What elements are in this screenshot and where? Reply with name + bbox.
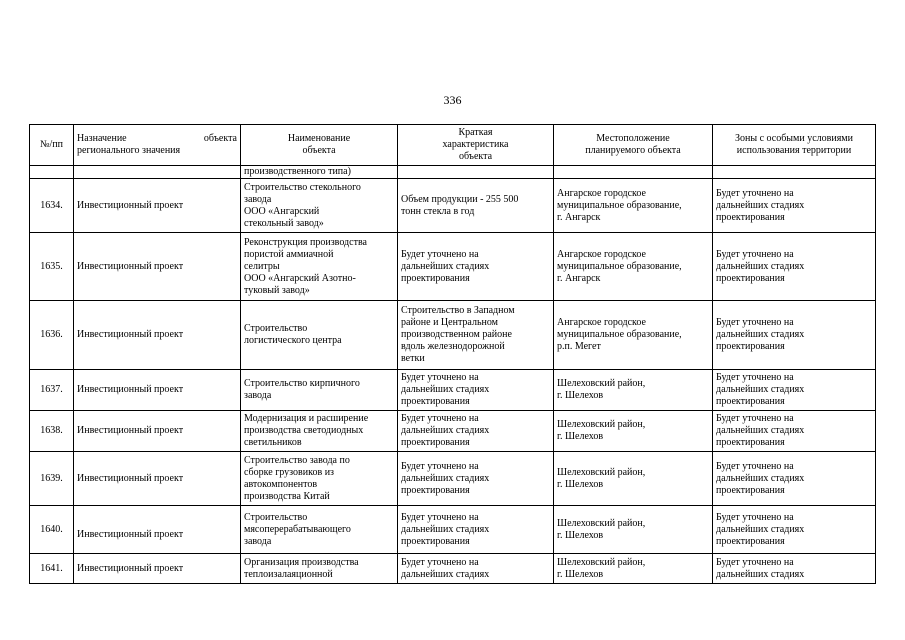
cell-location: Ангарское городское муниципальное образование, г. Ангарск — [554, 179, 713, 233]
cell-zones — [713, 166, 876, 179]
cell-zones: Будет уточнено на дальнейших стадиях проектирования — [713, 452, 876, 506]
cell-name: производственного типа) — [241, 166, 398, 179]
cell-purpose: Инвестиционный проект — [74, 554, 241, 584]
table-row — [30, 411, 876, 452]
cell-location: Шелеховский район, г. Шелехов — [554, 411, 713, 452]
cell-description — [398, 166, 554, 179]
cell-name: Организация производства теплоизалаяционной — [241, 554, 398, 584]
cell-purpose — [74, 166, 241, 179]
table-row — [30, 233, 876, 301]
header-location: Местоположение планируемого объекта — [554, 125, 713, 166]
cell-number: 1636. — [30, 301, 74, 370]
cell-description: Объем продукции - 255 500 тонн стекла в год — [398, 179, 554, 233]
cell-zones: Будет уточнено на дальнейших стадиях проектирования — [713, 301, 876, 370]
cell-location: Ангарское городское муниципальное образование, г. Ангарск — [554, 233, 713, 301]
table-row — [30, 554, 876, 584]
cell-number: 1634. — [30, 179, 74, 233]
cell-location: Шелеховский район, г. Шелехов — [554, 506, 713, 554]
header-description: Краткая характеристика объекта — [398, 125, 554, 166]
table-row — [30, 370, 876, 411]
table-row — [30, 179, 876, 233]
cell-number: 1641. — [30, 554, 74, 584]
cell-purpose: Инвестиционный проект — [74, 452, 241, 506]
cell-purpose: Инвестиционный проект — [74, 411, 241, 452]
cell-zones: Будет уточнено на дальнейших стадиях проектирования — [713, 506, 876, 554]
cell-description: Будет уточнено на дальнейших стадиях проектирования — [398, 411, 554, 452]
cell-purpose: Инвестиционный проект — [74, 179, 241, 233]
cell-description: Будет уточнено на дальнейших стадиях — [398, 554, 554, 584]
cell-description: Строительство в Западном районе и Центральном производственном районе вдоль железнодорожной ветки — [398, 301, 554, 370]
cell-number: 1640. — [30, 506, 74, 554]
cell-number: 1637. — [30, 370, 74, 411]
cell-zones: Будет уточнено на дальнейших стадиях проектирования — [713, 411, 876, 452]
cell-location: Шелеховский район, г. Шелехов — [554, 554, 713, 584]
table-row — [30, 506, 876, 554]
cell-description: Будет уточнено на дальнейших стадиях проектирования — [398, 452, 554, 506]
header-word: объекта — [203, 133, 237, 144]
cell-location: Ангарское городское муниципальное образование, р.п. Мегет — [554, 301, 713, 370]
table-row — [30, 301, 876, 370]
header-purpose-line-1 — [77, 133, 237, 145]
cell-name: Реконструкция производства пористой аммиачной селитры ООО «Ангарский Азотно- туковый завод» — [241, 233, 398, 301]
page-number: 336 — [443, 93, 462, 107]
cell-name: Строительство мясоперерабатывающего завода — [241, 506, 398, 554]
cell-zones: Будет уточнено на дальнейших стадиях проектирования — [713, 370, 876, 411]
cell-location: Шелеховский район, г. Шелехов — [554, 452, 713, 506]
cell-description: Будет уточнено на дальнейших стадиях проектирования — [398, 506, 554, 554]
cell-name: Строительство кирпичного завода — [241, 370, 398, 411]
header-name: Наименование объекта — [241, 125, 398, 166]
continuation-row — [30, 166, 876, 179]
header-purpose: Назначение объекта регионального значения — [74, 125, 241, 166]
cell-purpose: Инвестиционный проект — [74, 506, 241, 554]
header-number: №/пп — [30, 125, 74, 166]
cell-purpose: Инвестиционный проект — [74, 370, 241, 411]
table-header-row — [30, 125, 876, 166]
cell-description: Будет уточнено на дальнейших стадиях проектирования — [398, 370, 554, 411]
cell-purpose: Инвестиционный проект — [74, 233, 241, 301]
table-row — [30, 452, 876, 506]
header-zones: Зоны с особыми условиями использования территории — [713, 125, 876, 166]
cell-zones: Будет уточнено на дальнейших стадиях проектирования — [713, 233, 876, 301]
header-word: Назначение — [77, 133, 127, 144]
cell-location: Шелеховский район, г. Шелехов — [554, 370, 713, 411]
cell-number — [30, 166, 74, 179]
cell-location — [554, 166, 713, 179]
cell-name: Строительство завода по сборке грузовиков из автокомпонентов производства Китай — [241, 452, 398, 506]
cell-number: 1638. — [30, 411, 74, 452]
objects-table — [29, 124, 876, 584]
cell-name: Строительство стекольного завода ООО «Ангарский стекольный завод» — [241, 179, 398, 233]
cell-name: Модернизация и расширение производства светодиодных светильников — [241, 411, 398, 452]
cell-number: 1635. — [30, 233, 74, 301]
cell-purpose: Инвестиционный проект — [74, 301, 241, 370]
cell-number: 1639. — [30, 452, 74, 506]
cell-description: Будет уточнено на дальнейших стадиях проектирования — [398, 233, 554, 301]
cell-name: Строительство логистического центра — [241, 301, 398, 370]
cell-zones: Будет уточнено на дальнейших стадиях проектирования — [713, 179, 876, 233]
cell-zones: Будет уточнено на дальнейших стадиях — [713, 554, 876, 584]
